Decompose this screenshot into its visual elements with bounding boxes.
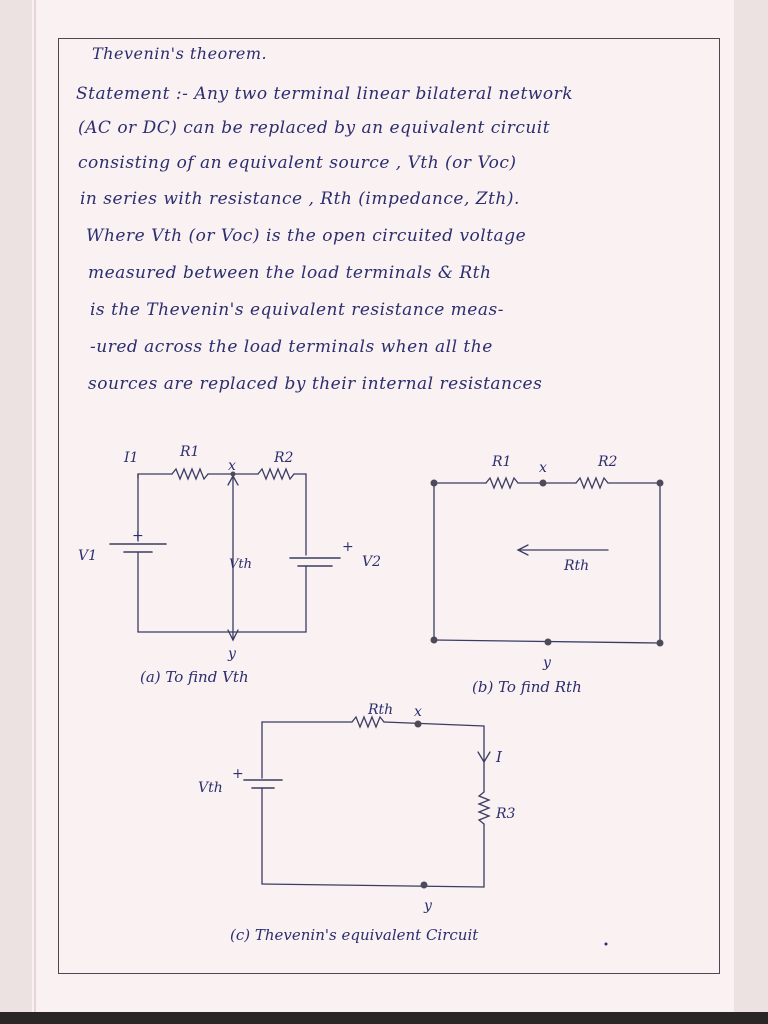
resistor-rth [352, 717, 384, 727]
label-vth-a: Vth [229, 557, 252, 572]
label-x-c: x [414, 704, 422, 720]
node-x-c [415, 721, 422, 728]
label-y-b: y [543, 655, 551, 671]
label-x-b: x [539, 460, 547, 476]
resistor-r1 [172, 469, 208, 479]
label-r2-b: R2 [598, 454, 618, 470]
resistor-r2-b [576, 478, 608, 488]
resistor-r3 [479, 792, 489, 824]
node-b-top-left [431, 480, 438, 487]
node-b-bottom-right [657, 640, 664, 647]
label-vth-c: Vth [198, 780, 223, 796]
label-plus-v1: + [132, 528, 144, 544]
statement-line-9: sources are replaced by their internal resistances [88, 374, 543, 394]
label-v2: V2 [362, 554, 382, 570]
figure-a-circuit [110, 469, 340, 640]
statement-line-5: Where Vth (or Voc) is the open circuited voltage [86, 226, 527, 246]
resistor-r2 [258, 469, 294, 479]
statement-line-6: measured between the load terminals & Rth [88, 263, 492, 283]
label-plus-v2: + [342, 539, 354, 555]
label-current-i: I [496, 748, 502, 766]
statement-line-8: -ured across the load terminals when all the [90, 337, 493, 357]
label-r1-b: R1 [492, 454, 512, 470]
label-x-a: x [228, 458, 236, 474]
label-i1: I1 [124, 450, 139, 466]
caption-period [605, 943, 608, 946]
label-r1-a: R1 [180, 444, 200, 460]
statement-line-4: in series with resistance , Rth (impedance, Zth). [80, 189, 520, 209]
label-r3: R3 [496, 806, 516, 822]
label-rth-b: Rth [564, 558, 590, 574]
bottom-edge-shadow [0, 1012, 768, 1024]
statement-line-7: is the Thevenin's equivalent resistance meas- [90, 300, 504, 320]
figure-b-circuit [434, 478, 660, 643]
label-r2-a: R2 [274, 450, 294, 466]
page-title: Thevenin's theorem. [92, 44, 268, 63]
node-x-b [540, 480, 547, 487]
figure-c-circuit [244, 717, 490, 887]
label-plus-vth: + [232, 766, 244, 782]
statement-line-3: consisting of an equivalent source , Vth (or Voc) [78, 153, 517, 173]
caption-b: (b) To find Rth [472, 678, 582, 696]
caption-c: (c) Thevenin's equivalent Circuit [230, 926, 479, 944]
node-y-c [421, 882, 428, 889]
caption-a: (a) To find Vth [140, 668, 249, 686]
label-v1: V1 [78, 548, 98, 564]
label-y-a: y [228, 646, 236, 662]
label-rth-c: Rth [368, 702, 394, 718]
node-b-top-right [657, 480, 664, 487]
label-y-c: y [424, 898, 432, 914]
statement-line-2: (AC or DC) can be replaced by an equivalent circuit [78, 118, 551, 138]
node-b-bottom-left [431, 637, 438, 644]
statement-line-1: Statement :- Any two terminal linear bilateral network [76, 84, 573, 104]
resistor-r1-b [486, 478, 518, 488]
node-y-b [545, 639, 552, 646]
